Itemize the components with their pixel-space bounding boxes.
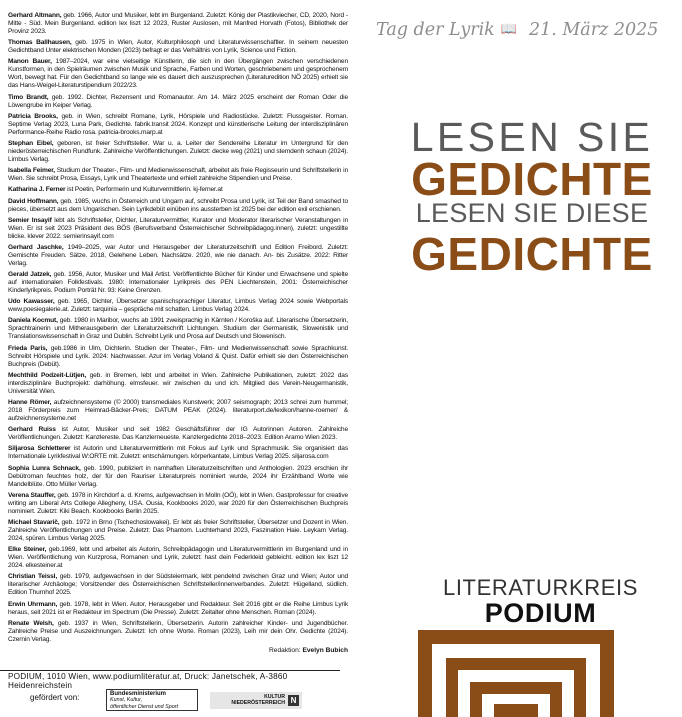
- bio-name: Isabella Feimer,: [8, 167, 55, 175]
- redaktion-label: Redaktion:: [269, 646, 303, 654]
- funding-label: gefördert von:: [30, 693, 80, 702]
- bio-name: Manon Bauer,: [8, 58, 52, 66]
- bio-text: geb.1986 in Ulm, Dichterin. Studien der Theater-, Film- und Medienwissenschaft sowie Sprachkunst. Schreibt Hörspiele und Lyrik. 2024: Nachwasser. Azur im Verlag Voland & Quist. Dafür erhielt sie den Österreichischen Buchpreis (Debüt).: [8, 344, 348, 368]
- bio-entry: [8, 186, 348, 194]
- bio-entry: [8, 620, 348, 644]
- bio-entry: [8, 372, 348, 396]
- bio-name: Patricia Brooks,: [8, 112, 58, 120]
- kultur-logo-mark: N: [288, 695, 299, 706]
- bio-entry: [8, 345, 348, 369]
- podium-logo-shape: [418, 630, 614, 717]
- ministry-line: Kunst, Kultur,: [110, 697, 143, 704]
- footer-address: PODIUM, 1010 Wien, www.podiumliteratur.at, Druck: Janetschek, A-3860 Heidenreichstein: [8, 672, 288, 690]
- bio-entry: [8, 573, 348, 597]
- bio-name: Semier Insayif: [8, 216, 52, 224]
- bio-text: geb. 1956, Autor, Musiker und Mail Artist. Veröffentlichte Bücher für Kinder und Erwachsene und spielte auf internationalen Folkfestivals. 1980: Internationaler Lyrikpreis des PEN Liechtenstein, 2001: Österreichischer Kinderlyrikpreis. Podium Porträt Nr. 93: Keine Grenzen.: [8, 271, 348, 295]
- bio-text: Studium der Theater-, Film- und Medienwissenschaft, arbeitet als freie Regisseurin und Schriftstellerin in Wien. Sie schreibt Prosa, Essays, Lyrik und Theatertexte und erhielt zahlreiche Stipendien und Preise.: [8, 167, 348, 183]
- bio-entry: [8, 140, 348, 164]
- bio-name: Hanne Römer,: [8, 399, 52, 406]
- bio-name: Gerhard Jaschke,: [8, 243, 64, 251]
- bio-entry: [8, 12, 348, 36]
- bio-text: geb. 1978, lebt in Wien. Autor, Herausgeber und Redakteur. Seit 2016 gibt er die Reihe Limbus Lyrik heraus, seit 2021 ist er Redakteur im Spectrum (Die Presse). Zuletzt: Zeitalter ohne Menschen. Roman (2024).: [8, 600, 349, 616]
- bio-text: geboren, ist freier Schriftsteller. War u. a. Leiter der Sendereihe Literatur im Untergrund für den niederösterreichischen Rundfunk. Zahlreiche Veröffentlichungen. Zuletzt: decke weg (2021) und stemdenh schaun (2024). Limbus Verlag.: [8, 139, 348, 163]
- bio-name: Sophia Lunra Schnack,: [8, 464, 81, 472]
- bio-name: Christian Teissl,: [8, 573, 58, 581]
- bio-text: ist Poetin, Performerin und Kulturvermittlerin. kj-ferner.at: [65, 186, 223, 194]
- bio-name: Mechthild Podzeit-Lütjen,: [8, 371, 87, 379]
- event-date: 21. März 2025: [528, 20, 659, 40]
- bio-text: geb. 1992. Dichter, Rezensent und Romanautor. Am 14. März 2025 erscheint der Roman Oder die Löwengrube im Keiper Verlag.: [8, 93, 348, 109]
- bio-text: ist Autor, Musiker und seit 1982 Geschäftsführer der IG Autorinnen Autoren. Zahlreiche Veröffentlichungen. Zuletzt: Kanzlereste. Das Kanzlerneueste. Kanzlergedichte 2018–2023. Edition Aramo Wien 2023.: [8, 426, 348, 442]
- bio-entry: [8, 399, 348, 423]
- brand-line-1: LITERATURKREIS: [442, 575, 639, 600]
- bio-entry: [8, 58, 348, 90]
- bio-entry: [8, 426, 348, 442]
- bio-text: lebt als Schriftsteller, Dichter, Literaturvermittler, Kurator und Moderator literarischer Veranstaltungen in Wien. Er ist seit 2023 Präsident des BÖS (Berufsverband Österreichischer Schreibpädagog.innen), zuletzt: ungestillte blicke. klever 2022. semierinsayif.com: [8, 216, 348, 240]
- bio-entry: [8, 317, 348, 341]
- bio-name: Udo Kawasser,: [8, 298, 55, 306]
- kultur-logo-line: KULTUR: [264, 693, 285, 700]
- headline-line-2: GEDICHTE: [411, 153, 653, 205]
- redaktion-name: Evelyn Bubich: [302, 646, 348, 654]
- bio-entry: [8, 271, 348, 295]
- event-title: Tag der Lyrik: [376, 20, 495, 40]
- ministry-title: Bundesministerium: [110, 691, 167, 697]
- bio-text: geb. 1980 in Maribor, wuchs ab 1991 zweisprachig in Kärnten / Koroška auf. Literarische Übersetzerin, Sprachtrainerin und Mitherausgeberin der Literaturzeitschrift Lichtungen. Studium der Germanistik, Slowenistik und Translationswissenschaft in Graz und Dublin. Schreibt Lyrik und Prosa auf Deutsch und Slowenisch.: [8, 317, 348, 341]
- bio-name: Renate Welsh,: [8, 619, 54, 627]
- bio-name: Frieda Paris,: [8, 344, 48, 352]
- bio-entry: [8, 217, 348, 241]
- bio-name: Verena Stauffer,: [8, 491, 56, 499]
- bio-entry: [8, 465, 348, 489]
- bio-text: geb. 1990, publiziert in namhaften Literaturzeitschriften und Anthologien. 2023 erschien ihr Debütroman feuchtes holz, der für den Rauriser Literaturpreis nominiert wurde, 2024 ihr Erzählband Worte wie Mandelblüte. Otto Müller Verlag.: [8, 464, 349, 488]
- bio-entry: [8, 519, 348, 543]
- bio-entry: [8, 94, 348, 110]
- podium-logo: [418, 630, 614, 717]
- bio-entry: [8, 601, 348, 617]
- bio-entry: [8, 445, 348, 461]
- open-book-icon: 📖: [500, 22, 517, 37]
- event-header: [376, 20, 676, 40]
- headline-line-3: LESEN SIE DIESE: [415, 198, 649, 228]
- bio-entry: [8, 244, 348, 268]
- bio-text: geb. 1965, Dichter, Übersetzer spanischsprachiger Literatur, Limbus Verlag 2024 sowie Webportals www.poesiegalerie.at. Zuletzt: tarquinia – gespräche mit schatten. Limbus Verlag 2024.: [8, 298, 348, 314]
- bio-name: Katharina J. Ferner: [8, 186, 66, 194]
- bio-text: geb. 1985, wuchs in Österreich und Ungarn auf, schreibt Prosa und Lyrik, ist Teil der Band smashed to pieces, übersetzt aus dem Ungarischen. Sein Lyrikdebüt einüben ins aussterben ist 2025 bei der edition exil erschienen.: [8, 197, 348, 213]
- headline-line-1: LESEN SIE: [410, 114, 654, 160]
- bio-text: geb. 1966, Autor und Musiker, lebt im Burgenland. Zuletzt: König der Plastikviecher, CD, 2020, Nord - Mitte - Süd. Mein Burgenland. edition lex liszt 12 2023, Ruster Auslosen, mit Manfred Horvath (Fotos), Bibliothek der Provinz 2023.: [8, 12, 348, 35]
- brand-line-2: PODIUM: [484, 598, 597, 628]
- bio-name: Stephan Eibel,: [8, 139, 54, 147]
- bio-text: ist Autorin und Literaturvermittlerin mit Fokus auf Lyrik und Sprachmusik. Sie organisiert das Internationale Lyrikfestival W:ORTE mit. Zuletzt: entschämungen. körperkantate, Limbus Verlag 2025. siljarosa.com: [8, 445, 348, 461]
- bio-text: geb. 1972 in Brno (Tschechoslowakei). Er lebt als freier Schriftsteller, Übersetzer und Dozent in Wien. Zahlreiche Veröffentlichungen und Preise. Zuletzt: Das Phantom. Luchterhand 2023, Faszination Haie. Leykam Verlag. 2024, spüren. Limbus Verlag 2025.: [8, 518, 348, 542]
- bio-text: geb. in Wien, schreibt Romane, Lyrik, Hörspiele und Radiostücke. Zuletzt: Flussgeister. Roman. Septime Verlag 2023, Luna Park, Gedichte. fabrik.transit 2024. Konzept und künstlerische Leitung der interdisziplinären Performance-Reihe Radio rosa. patricia-brooks.marp.at: [8, 112, 348, 136]
- kultur-noe-logo: [210, 692, 302, 709]
- bio-name: Erwin Uhrmann,: [8, 600, 58, 608]
- bio-name: Timo Brandt,: [8, 93, 49, 101]
- kultur-logo-line: NIEDERÖSTERREICH: [231, 699, 285, 706]
- bio-text: geb. 1978 in Kirchdorf a. d. Krems, aufgewachsen in Molln (OÖ), lebt in Wien. Gastprofessur for creative writing am Liberal Arts College Allegheny, USA. Ousia, Kookbooks 2020, war 2020 für den Österreichischen Buchpreis nominiert. Zuletzt: Kiki Beach. Kookbooks Berlin 2025.: [8, 491, 348, 515]
- bio-entry: [8, 298, 348, 314]
- bio-name: Gerhard Altmann,: [8, 12, 62, 19]
- bio-text: geb. in Bremen, lebt und arbeitet in Wien. Zahlreiche Publikationen, zuletzt: 2022 das interdisziplinäre Buchprojekt: darhöhung. elmsfeuer. wir zwischen du und ich. Mitglied des Verein-Neugermanistik, Universität Wien.: [8, 371, 348, 395]
- bio-text: geb. 1979, aufgewachsen in der Südsteiermark, lebt pendelnd zwischen Graz und Wien; Autor und literarischer Archäologe; Vorsitzender des Österreichischen Schriftsteller/innenverbandes. Zuletzt: Hügelland, südlich. Edition Thurnhof 2025.: [8, 573, 348, 597]
- bio-name: Gerald Jatzek,: [8, 271, 52, 279]
- bio-entry: [8, 167, 348, 183]
- bio-name: Elke Steiner,: [8, 546, 47, 554]
- bio-text: geb. 1937 in Wien, Schriftstellerin, Übersetzerin. Autorin zahlreicher Kinder- und Jugendbücher. Zahlreiche Preise und Auszeichnungen. Zuletzt: Ich ohne Worte. Roman (2023), Leih mir dein Ohr. Gedichte (2024). Czernin Verlag.: [8, 619, 348, 643]
- bio-text: 1987–2024, war eine vielseitige Künstlerin, die sich in den Übergängen zwischen verschiedenen Kunstformen, in den Spielräumen zwischen Musik und Sprache, Farben und Worten, geschriebenem und gesprochenem Wort, bewegt hat. Für den Gedichtband so lange wie es dauert dich auszusprechen (Literaturedition NÖ 2025) erhielt sie das Hans-Weigel-Literaturstipendium 2022/23.: [8, 58, 348, 90]
- bio-text: aufzeichnensysteme (© 2000) transmediales Kunstwerk; 2007 seismograph; 2013 schrei zum hummel; 2018 Förderpreis zum Heimrad-Bäcker-Preis; DATUM PEAK (2024). literaturport.de/lexikon/hanne-roemer/ & aufzeichnensysteme.net: [8, 399, 348, 422]
- bio-name: Thomas Ballhausen,: [8, 39, 72, 47]
- redaktion-credit: [8, 647, 348, 655]
- bio-entry: [8, 39, 348, 55]
- bio-entry: [8, 113, 348, 137]
- bio-name: Daniela Kocmut,: [8, 317, 58, 325]
- bio-entry: [8, 492, 348, 516]
- ministry-line: öffentlicher Dienst und Sport: [110, 703, 179, 710]
- bio-name: Michael Stavarič,: [8, 518, 60, 526]
- bio-name: David Hoffmann,: [8, 197, 59, 205]
- ministry-logo: [106, 689, 198, 711]
- bio-entry: [8, 546, 348, 570]
- bio-name: Gerhard Ruiss: [8, 426, 56, 434]
- bio-text: 1949–2025, war Autor und Herausgeber der Literaturzeitschrift und Edition Freibord. Zuletzt: Gemischte Freuden. Sätze. 2018, Gelehene Leben. Nachsätze. 2020, wie nie danach. An- bis Zusätze. 2022: Ritter Verlag.: [8, 243, 348, 267]
- bio-text: geb.1969, lebt und arbeitet als Autorin, Schreibpädagogin und Literaturvermittlerin im Burgenland und in Wien. Veröffentlichung von Kurzprosa, Romanen und Lyrik, zuletzt: hast dein Federkleid gebleicht. edition lex liszt 12 2024. elkesteiner.at: [8, 546, 348, 570]
- bio-entry: [8, 198, 348, 214]
- headline-line-4: GEDICHTE: [411, 228, 653, 280]
- bio-column: [8, 12, 348, 655]
- footer-divider: [0, 670, 340, 671]
- bio-name: Siljarosa Schletterer: [8, 445, 71, 453]
- bio-text: geb. 1975 in Wien, Autor, Kulturphilosoph und Literaturwissenschaftler. In seinem neuesten Gedichtband Unter elektrischen Monden (2023) befragt er das Verhältnis von Lyrik, Science und Fiction.: [8, 39, 348, 55]
